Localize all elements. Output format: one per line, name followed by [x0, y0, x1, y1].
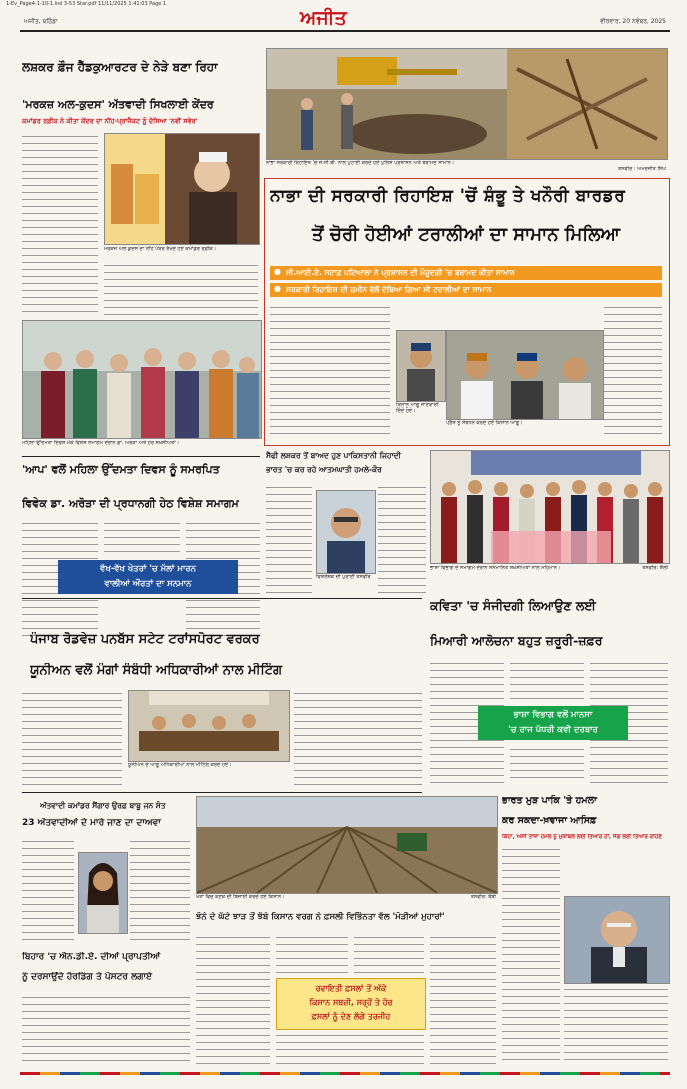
story-aap-box — [58, 560, 238, 594]
masthead — [20, 8, 670, 32]
story-poetry-box-line2: 'ਚ ਰਾਜ ਪੱਧਰੀ ਕਵੀ ਦਰਬਾਰ — [508, 725, 598, 735]
story-lashkar2-headline2: ਭਾਰਤ 'ਚ ਕਰ ਰਹੇ ਆਤਮਘਾਤੀ ਹਮਲੇ-ਕੌਰ — [266, 465, 382, 474]
story-singh-body-col1 — [22, 838, 74, 942]
story-poetry-headline1: ਕਵਿਤਾ 'ਚ ਸੰਜੀਦਗੀ ਲਿਆਉਣ ਲਈ — [430, 598, 596, 613]
story-indiapak-subhead: ਕਿਹਾ, ਅਸੀਂ ਤਾਜ਼ਾ ਹਮਲੇ ਨੂੰ ਮੁਕਾਬਲੇ ਲਈ ਤਿਆਰ ਹਾਂ, ਜੰਗ ਲਈ ਤਿਆਰ ਰਹਿਣ — [502, 834, 662, 840]
story-indiapak-headline2: ਕਰ ਸਕਦਾ-ਖ਼ਵਾਜਾ ਆਸਿਫ਼ — [502, 815, 597, 826]
story-singh-body-col3 — [130, 838, 190, 942]
story-indiapak-body-col1 — [502, 846, 560, 1066]
divider — [22, 598, 422, 599]
lead-bullet2: ਸਰਕਾਰੀ ਰਿਹਾਇਸ਼ ਦੀ ਜ਼ਮੀਨ ਵੱਲੋਂ ਦੱਬਿਆ ਗਿਆ ਸੀ ਟਰਾਲੀਆਂ ਦਾ ਸਾਮਾਨ — [286, 285, 492, 294]
story-singh-headline2: 23 ਅੱਤਵਾਦੀਆਂ ਦੇ ਮਾਰੇ ਜਾਣ ਦਾ ਦਾਅਵਾ — [22, 818, 161, 828]
lead-photo — [266, 48, 668, 160]
lead-photo-caption: ਨਾਭਾ ਸਰਕਾਰੀ ਰਿਹਾਇਸ਼ 'ਚ ਜੇ.ਸੀ.ਬੀ. ਨਾਲ ਪੁਟਾਈ ਕਰਦੇ ਹੋਏ ਪੁਲਿਸ ਪ੍ਰਸ਼ਾਸਨ ਅਤੇ ਬਰਾਮਦ ਸਾਮਾਨ। — [266, 160, 455, 166]
lead-photo-group — [446, 330, 604, 420]
color-bar — [20, 1072, 670, 1075]
lead-caption1: ਕਿਸਾਨ ਆਗੂ ਜਾਣਕਾਰੀ ਦਿੰਦੇ ਹੋਏ। — [396, 402, 439, 414]
story-aap-photo — [22, 320, 262, 439]
story-aap-headline1: 'ਆਪ' ਵਲੋਂ ਮਹਿਲਾ ਉੱਦਮਤਾ ਦਿਵਸ ਨੂੰ ਸਮਰਪਿਤ — [22, 463, 220, 476]
lead-headline1: ਨਾਭਾ ਦੀ ਸਰਕਾਰੀ ਰਿਹਾਇਸ਼ 'ਚੋਂ ਸ਼ੰਭੂ ਤੇ ਖਨੌਰੀ ਬਾਰਡਰ — [270, 186, 626, 206]
story-poetry-box-line1: ਭਾਸ਼ਾ ਵਿਭਾਗ ਵਲੋਂ ਮਾਨਸਾ — [513, 710, 593, 720]
story-singh-photo-svg — [79, 853, 127, 933]
story-event-photo-svg — [431, 451, 669, 563]
lead-photo-small-svg — [397, 331, 445, 401]
story-event-photo — [430, 450, 670, 564]
story-farm-body-col1 — [196, 934, 270, 1066]
lead-headline2: ਤੋਂ ਚੋਰੀ ਹੋਈਆਂ ਟਰਾਲੀਆਂ ਦਾ ਸਾਮਾਨ ਮਿਲਿਆ — [312, 224, 620, 245]
story-poetry-body-col2b — [510, 746, 584, 784]
story-farm-box-line1: ਰਵਾਇਤੀ ਫ਼ਸਲਾਂ ਤੋਂ ਅੱਕੇ — [315, 984, 387, 993]
lead-bullet1-dot: ● — [274, 267, 281, 276]
story-prtc-photo-caption: ਯੂਨੀਅਨ ਦੇ ਆਗੂ ਅਧਿਕਾਰੀਆਂ ਨਾਲ ਮੀਟਿੰਗ ਕਰਦੇ ਹੋਏ। — [128, 762, 232, 768]
story-farm-box — [276, 978, 426, 1030]
story-poetry-box — [478, 706, 628, 740]
story-farm-box-line3: ਫ਼ਸਲਾਂ ਨੂੰ ਦੇਣ ਲੱਗੇ ਤਰਜੀਹ — [311, 1012, 391, 1021]
story-lashkar2-photo — [316, 490, 376, 574]
story-farm-photo-svg — [197, 797, 497, 893]
story-aap-photo-caption: ਮਹਿਲਾ ਉੱਦਮਤਾ ਦਿਵਸ ਮੌਕੇ ਵਿਸ਼ੇਸ਼ ਸਮਾਗਮ ਦੌਰਾਨ ਡਾ. ਅਰੋੜਾ ਅਤੇ ਹੋਰ ਸ਼ਖ਼ਸੀਅਤਾਂ। — [22, 440, 180, 446]
story-event-caption: ਭਾਸ਼ਾ ਵਿਭਾਗ ਦੇ ਸਮਾਗਮ ਦੌਰਾਨ ਸਨਮਾਨਿਤ ਸ਼ਖ਼ਸੀਅਤਾਂ ਨਾਲ ਮਹਿਮਾਨ। — [430, 565, 561, 571]
story-lashkar2-body-col1 — [266, 484, 312, 594]
story1-photo — [104, 133, 260, 245]
lead-photo-small — [396, 330, 446, 402]
story1-headline1: ਲਸ਼ਕਰ ਫ਼ੌਜ ਹੈੱਡਕੁਆਰਟਰ ਦੇ ਨੇੜੇ ਬਣਾ ਰਿਹਾ — [22, 60, 218, 74]
story-bihar-body — [22, 994, 190, 1064]
lead-bullet2-box — [270, 283, 662, 297]
divider — [22, 792, 422, 793]
lead-photo-svg — [267, 49, 667, 159]
masthead-date: ਵੀਰਵਾਰ, 20 ਨਵੰਬਰ, 2025 — [600, 18, 666, 25]
story-indiapak-body-col2 — [564, 986, 668, 1066]
story-prtc-headline1: ਪੰਜਾਬ ਰੋਡਵੇਜ਼ ਪਨਬੱਸ ਸਟੇਟ ਟਰਾਂਸਪੋਰਟ ਵਰਕਰ — [30, 632, 260, 647]
story-prtc-body-col3 — [294, 690, 422, 788]
story1-body-col1 — [22, 133, 98, 315]
story-lashkar2-headline1: ਸੈਫੀ ਲਸ਼ਕਰ ਤੋਂ ਬਾਅਦ ਹੁਣ ਪਾਕਿਸਤਾਨੀ ਜਿਹਾਦੀ — [266, 451, 401, 460]
lead-body-col1 — [270, 304, 390, 438]
story-singh-headline1: ਅੱਤਵਾਦੀ ਕਮਾਂਡਰ ਸੈਂਗਾਰ ਉਰਫ਼ ਬਾਬੂ ਜਨ ਸੰਤ — [40, 801, 166, 810]
story1-body-col2 — [104, 262, 258, 315]
story-farm-body-col2 — [276, 934, 348, 974]
story-farm-photo — [196, 796, 498, 894]
lead-body-col4 — [604, 304, 662, 438]
story-aap-body-col2 — [104, 520, 180, 556]
story-prtc-body-col1 — [22, 690, 122, 788]
story-bihar-headline1: ਬਿਹਾਰ 'ਚ ਐਨ.ਡੀ.ਏ. ਦੀਆਂ ਪ੍ਰਾਪਤੀਆਂ — [22, 952, 161, 962]
story-prtc-photo-svg — [129, 691, 289, 761]
masthead-title: ਅਜੀਤ — [300, 7, 347, 29]
lead-photo-credit: ਤਸਵੀਰ : ਅਮਰਜੀਤ ਸਿੰਘ — [617, 166, 666, 172]
story-aap-box-line2: ਵਾਲੀਆਂ ਔਰਤਾਂ ਦਾ ਸਨਮਾਨ — [104, 579, 192, 589]
lead-photo-group-svg — [447, 331, 603, 419]
story-farm-body-below — [276, 1032, 424, 1066]
story1-photo-svg — [105, 134, 259, 244]
divider — [22, 456, 260, 457]
story-farm-photo-caption: ਖੇਤਾਂ ਵਿਚ ਕਣਕ ਦੀ ਬਿਜਾਈ ਕਰਦੇ ਹੋਏ ਕਿਸਾਨ। — [196, 894, 285, 900]
story1-photo-caption: ਮਰਕਜ਼ ਅਲ ਕੁਦਸ ਦਾ ਨੀਂਹ ਪੱਥਰ ਰੱਖਦੇ ਹੋਏ ਕਮਾਂਡਰ ਰਫ਼ੀਕ। — [104, 246, 217, 252]
lead-bullet2-dot: ● — [274, 284, 281, 293]
story1-subhead: ਕਮਾਂਡਰ ਰਫ਼ੀਕ ਨੇ ਕੀਤਾ ਕੇਂਦਰ ਦਾ ਨੀਂਹ-ਪ੍ਰਾਜੈਕਟ ਨੂੰ ਦੱਸਿਆ 'ਨਵੀਂ ਸਵੇਰ' — [22, 117, 198, 125]
story-lashkar2-photo-svg — [317, 491, 375, 573]
story-poetry-headline2: ਮਿਆਰੀ ਆਲੋਚਨਾ ਬਹੁਤ ਜ਼ਰੂਰੀ-ਜ਼ਫ਼ਰ — [430, 633, 603, 648]
story-bihar-headline2: ਨੂੰ ਦਰਸਾਉਂਦੇ ਹੋਰਡਿੰਗ ਤੇ ਪੋਸਟਰ ਲਗਾਏ — [22, 972, 153, 982]
story-prtc-photo — [128, 690, 290, 762]
lead-caption2: ਪ੍ਰੈੱਸ ਨੂੰ ਸੰਬੋਧਨ ਕਰਦੇ ਹੋਏ ਕਿਸਾਨ ਆਗੂ। — [446, 420, 523, 426]
story1-headline2: 'ਮਰਕਜ਼ ਅਲ-ਕੁਦਸ' ਅੱਤਵਾਦੀ ਸਿਖਲਾਈ ਕੇਂਦਰ — [22, 98, 214, 111]
story-singh-photo — [78, 852, 128, 934]
story-prtc-headline2: ਯੂਨੀਅਨ ਵਲੋਂ ਮੰਗਾਂ ਸੰਬੰਧੀ ਅਧਿਕਾਰੀਆਂ ਨਾਲ ਮੀਟਿੰਗ — [30, 663, 283, 678]
story-farm-credit: ਤਸਵੀਰ: ਬੱਬੀ — [470, 894, 496, 900]
masthead-city: ਅਜੀਤ, ਬਠਿੰਡਾ — [24, 18, 58, 25]
story-poetry-body-col2 — [510, 660, 584, 700]
story-event-credit: ਤਸਵੀਰ: ਸ਼ੈਲੀ — [642, 565, 668, 571]
story-farm-box-line2: ਕਿਸਾਨ ਸਬਜ਼ੀ, ਸਰ੍ਹੋਂ ਤੇ ਹੋਰ — [309, 998, 393, 1007]
lead-bullet1-box — [270, 266, 662, 280]
story-lashkar2-photo-caption: ਵਿਸ਼ਲੇਸ਼ਕ ਦੀ ਪੁਰਾਣੀ ਤਸਵੀਰ — [316, 574, 371, 580]
story-aap-headline2: ਵਿਵੇਕ ਡਾ. ਅਰੋੜਾ ਦੀ ਪ੍ਰਧਾਨਗੀ ਹੇਠ ਵਿਸ਼ੇਸ਼ ਸਮਾਗਮ — [22, 497, 239, 510]
story-indiapak-headline1: ਭਾਰਤ ਮੁੜ ਪਾਕਿ 'ਤੇ ਹਮਲਾ — [502, 795, 597, 806]
story-indiapak-photo-svg — [565, 897, 669, 983]
story-lashkar2-body-col2 — [378, 484, 426, 594]
story-aap-box-line1: ਵੱਖ-ਵੱਖ ਖੇਤਰਾਂ 'ਚ ਮੱਲਾਂ ਮਾਰਨ — [100, 564, 196, 574]
print-info: 1-Ev_Page4-1-10-1.ind 3-53 Star.pdf 11/11/2025 1:41:03 Page 1 — [6, 1, 167, 7]
story-aap-photo-svg — [23, 321, 261, 438]
story-indiapak-photo — [564, 896, 670, 984]
story-farm-body-col3 — [354, 934, 424, 974]
story-farm-headline: ਝੋਨੇ ਦੇ ਘੱਟੇ ਝਾੜ ਤੋਂ ਝੰਬੇ ਕਿਸਾਨ ਵਰਗ ਨੇ ਫ਼ਸਲੀ ਵਿਭਿੰਨਤਾ ਵੱਲ 'ਮੋੜੀਆਂ ਮੁਹਾਰਾਂ' — [196, 912, 445, 922]
lead-bullet1: ਸੀ.ਆਈ.ਏ. ਸਟਾਫ਼ ਪਟਿਆਲਾ ਨੇ ਪ੍ਰਸ਼ਾਸਨ ਦੀ ਮੌਜੂਦਗੀ 'ਚ ਬਰਾਮਦ ਕੀਤਾ ਸਾਮਾਨ — [286, 268, 515, 277]
story-farm-body-col4 — [430, 934, 496, 1066]
